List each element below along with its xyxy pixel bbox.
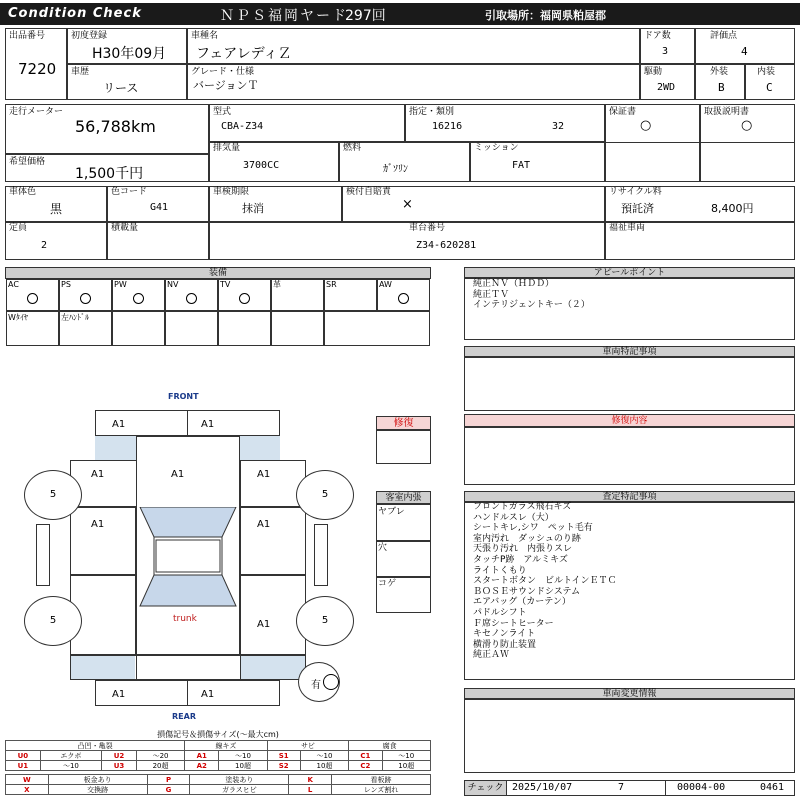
left-door-front (70, 507, 136, 575)
transmission: FAT (512, 160, 531, 171)
glass-area (241, 656, 305, 679)
equipment-check-icon (133, 293, 144, 304)
equipment-label: Wﾀｲﾔ (8, 313, 28, 322)
recycle-amount: 8,400円 (711, 202, 754, 215)
damage-mark: A1 (91, 469, 105, 480)
appeal-title: アピールポイント (464, 267, 795, 278)
equipment-label: 左ﾊﾝﾄﾞﾙ (61, 313, 89, 322)
glass-area (240, 436, 280, 460)
chassis-number: Z34-620281 (416, 240, 477, 251)
auction-name: ＮＰＳ福岡ヤード (220, 8, 348, 24)
equipment-label: 革 (273, 280, 281, 289)
equipment-label: PW (114, 280, 127, 289)
overall-score: 4 (741, 45, 748, 58)
legend-grid: 凸凹・亀裂 線キズ サビ 腐食 U0 エクボ U2 〜20 A1 〜10 S1 〜10 C1 〜10 U1 〜10 U3 20超 A2 10超 S2 10超 C2 10超 (5, 740, 431, 771)
drive: 2WD (657, 82, 676, 93)
footer-date: 2025/10/07 (512, 782, 573, 793)
equipment-check-icon (398, 293, 409, 304)
equipment-check-icon (80, 293, 91, 304)
equipment-title: 装備 (5, 267, 431, 279)
manual-mark: ○ (741, 118, 753, 133)
spare-icon (323, 674, 339, 690)
repair-title: 修復 (376, 416, 431, 430)
left-mirror (36, 524, 50, 586)
damage-mark: A1 (201, 689, 215, 700)
color-code: G41 (150, 202, 169, 213)
legend-title: 損傷記号＆損傷サイズ(〜最大cm) (157, 730, 279, 739)
car-name: フェアレディＺ (196, 46, 292, 62)
cabin-item-tear: ヤブレ (378, 507, 405, 517)
windshield-glass (136, 507, 240, 607)
trunk-label: trunk (173, 614, 197, 624)
equipment-label: NV (167, 280, 179, 289)
damage-mark: A1 (171, 469, 185, 480)
repair-content-title: 修復内容 (464, 414, 795, 427)
damage-mark: A1 (257, 619, 271, 630)
equipment-label: AW (379, 280, 392, 289)
odometer: 56,788km (75, 117, 156, 136)
damage-mark: A1 (112, 689, 126, 700)
tire-tread: 5 (296, 470, 354, 520)
equipment-cell (324, 311, 430, 346)
equipment-label: TV (220, 280, 231, 289)
equipment-cell (271, 311, 324, 346)
cabin-item-hole: 穴 (378, 543, 388, 553)
equipment-check-icon (27, 293, 38, 304)
damage-mark: A1 (257, 519, 271, 530)
grade: バージョンＴ (193, 79, 259, 92)
right-mirror (314, 524, 328, 586)
appeal-lines: 純正ＮＶ（ＨＤＤ） 純正ＴＶ インテリジェントキー（２） (473, 279, 590, 311)
tire-tread: 5 (24, 470, 82, 520)
equipment-label: SR (326, 280, 337, 289)
footer-num: 7 (618, 782, 625, 793)
footer-id: 00004-00 (677, 782, 726, 793)
recycle-status: 預託済 (621, 202, 654, 215)
special-title: 車両特記事項 (464, 346, 795, 357)
equipment-label: PS (61, 280, 71, 289)
model-code: CBA-Z34 (221, 121, 264, 132)
spare-label: 有 (311, 680, 321, 691)
change-title: 車両変更情報 (464, 688, 795, 699)
cabin-item-burn: コゲ (378, 579, 397, 589)
pickup-location: 引取場所：福岡県粕屋郡 (485, 9, 606, 22)
tire-tread: 5 (24, 596, 82, 646)
right-door-front (240, 507, 306, 575)
damage-mark: A1 (257, 469, 271, 480)
damage-mark: A1 (201, 419, 215, 430)
displacement: 3700CC (243, 160, 280, 171)
exterior-grade: B (718, 81, 725, 94)
footer-code: 0461 (760, 782, 785, 793)
inspection-title: 査定特記事項 (464, 491, 795, 502)
vehicle-history: リース (103, 81, 139, 95)
insurance-mark: × (402, 197, 413, 212)
capacity: 2 (41, 240, 48, 251)
equipment-label: AC (8, 280, 19, 289)
body-color: 黒 (50, 202, 63, 216)
warranty-mark: ○ (640, 118, 652, 133)
cabin-title: 客室内張 (376, 491, 431, 504)
equipment-cell (112, 311, 165, 346)
tire-tread: 5 (296, 596, 354, 646)
front-label: FRONT (168, 392, 199, 401)
type-number-2: 32 (552, 121, 565, 132)
first-registration: H30年09月 (92, 46, 167, 62)
damage-mark: A1 (91, 519, 105, 530)
asking-price: 1,500千円 (75, 166, 144, 182)
glass-area (71, 656, 135, 679)
lot-number: 7220 (18, 60, 57, 78)
logo: Condition Check (8, 6, 142, 21)
equipment-check-icon (186, 293, 197, 304)
equipment-cell (165, 311, 218, 346)
equipment-cell (218, 311, 271, 346)
legend-grid-2: W 板金あり P 塗装あり K 看板跡 X 交換跡 G ガラスヒビ L レンズ割れ (5, 774, 431, 795)
auction-session: 297回 (345, 8, 386, 24)
fuel: ｶﾞｿﾘﾝ (383, 164, 408, 175)
type-number-1: 16216 (432, 121, 463, 132)
doors: 3 (662, 46, 669, 57)
equipment-check-icon (239, 293, 250, 304)
rear-label: REAR (172, 712, 196, 721)
inspection-expiry: 抹消 (242, 202, 264, 215)
interior-grade: C (766, 81, 773, 94)
inspection-lines: フロントガラス飛石キズ ハンドルスレ（大） シートキレ,シワ ペット毛有 室内汚れ ダッシュのり跡 天張り汚れ 内張りスレ タッチP跡 アルミキズ ライトくもり スタートボタン ビルトインＥＴＣ ＢＯＳＥサウンドシステム エアバッグ（カーテン） パドルシフト Ｆ席シートヒーター キセノンライト 横滑り防止装置 純正ＡＷ (473, 502, 617, 661)
glass-area (95, 436, 136, 460)
damage-mark: A1 (112, 419, 126, 430)
